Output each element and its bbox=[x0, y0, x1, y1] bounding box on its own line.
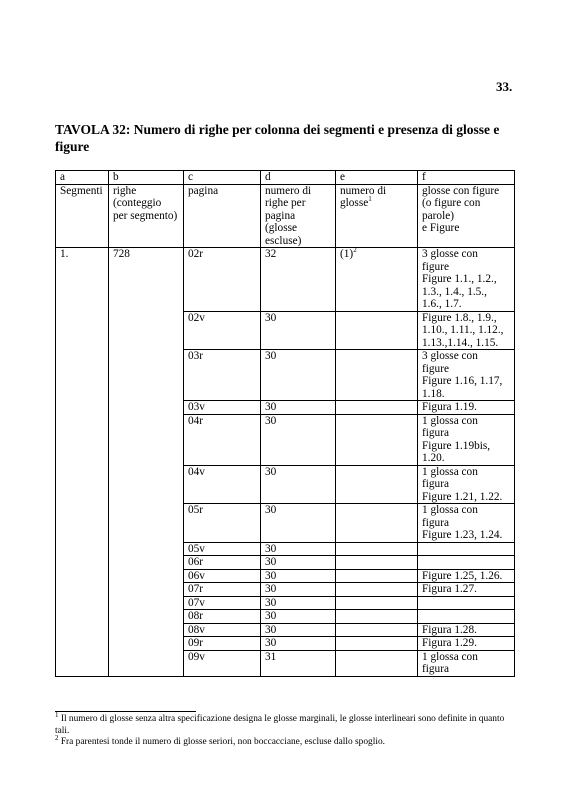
numero-righe-cell-text: 32 bbox=[265, 248, 277, 260]
column-letter bbox=[184, 171, 261, 185]
numero-righe-cell bbox=[261, 623, 336, 637]
figure-cell bbox=[418, 637, 515, 651]
footnote-mark: 1 bbox=[55, 710, 59, 719]
numero-righe-cell bbox=[261, 556, 336, 570]
figure-cell-text: Figura 1.27. bbox=[422, 583, 477, 595]
column-letter bbox=[56, 171, 109, 185]
figure-cell-text: 1 glossa con figura Figure 1.19bis, 1.20. bbox=[422, 414, 491, 464]
numero-righe-cell bbox=[261, 248, 336, 312]
figure-cell bbox=[418, 610, 515, 624]
column-letters-row bbox=[56, 171, 515, 185]
column-letter-text: f bbox=[422, 171, 426, 183]
righe-cell bbox=[109, 248, 184, 677]
pagina-cell bbox=[184, 542, 261, 556]
numero-righe-cell bbox=[261, 610, 336, 624]
figure-cell-text: Figure 1.8., 1.9., 1.10., 1.11., 1.12., 1.13.,1.14., 1.15. bbox=[422, 311, 504, 349]
numero-righe-cell bbox=[261, 596, 336, 610]
figure-cell bbox=[418, 650, 515, 676]
pagina-cell bbox=[184, 650, 261, 676]
footnote-separator bbox=[55, 711, 196, 712]
glosse-cell bbox=[336, 350, 418, 401]
pagina-cell bbox=[184, 623, 261, 637]
figure-cell bbox=[418, 569, 515, 583]
numero-righe-cell bbox=[261, 311, 336, 350]
glosse-cell bbox=[336, 610, 418, 624]
column-header-text: righe (conteggio per segmento) bbox=[113, 184, 178, 222]
numero-righe-cell-text: 30 bbox=[265, 637, 277, 649]
numero-righe-cell-text: 30 bbox=[265, 414, 277, 427]
column-header bbox=[184, 184, 261, 248]
pagina-cell-text: 08v bbox=[188, 623, 205, 636]
column-header bbox=[56, 184, 109, 248]
numero-righe-cell bbox=[261, 569, 336, 583]
numero-righe-cell bbox=[261, 465, 336, 504]
pagina-cell bbox=[184, 583, 261, 597]
footnote-text: Fra parentesi tonde il numero di glosse seriori, non boccacciane, escluse dallo spoglio. bbox=[58, 737, 385, 747]
pagina-cell-text: 04v bbox=[188, 465, 205, 478]
glosse-cell bbox=[336, 650, 418, 676]
pagina-cell-text: 09v bbox=[188, 650, 205, 663]
pagina-cell-text: 09r bbox=[188, 637, 204, 649]
glosse-cell bbox=[336, 504, 418, 543]
column-letter-text: b bbox=[113, 171, 119, 183]
glosse-cell bbox=[336, 248, 418, 312]
figure-cell bbox=[418, 248, 515, 312]
numero-righe-cell bbox=[261, 350, 336, 401]
column-letter-text: a bbox=[60, 171, 66, 183]
numero-righe-cell-text: 30 bbox=[265, 311, 277, 324]
pagina-cell bbox=[184, 401, 261, 415]
glosse-cell bbox=[336, 596, 418, 610]
numero-righe-cell-text: 30 bbox=[265, 350, 277, 362]
pagina-cell bbox=[184, 569, 261, 583]
header-row bbox=[56, 184, 515, 248]
numero-righe-cell-text: 30 bbox=[265, 542, 277, 555]
table-title: TAVOLA 32: Numero di righe per colonna dei segmenti e presenza di glosse e figure bbox=[55, 122, 500, 154]
figure-cell bbox=[418, 596, 515, 610]
data-table bbox=[55, 170, 515, 677]
glosse-cell bbox=[336, 569, 418, 583]
pagina-cell bbox=[184, 465, 261, 504]
pagina-cell-text: 06r bbox=[188, 556, 204, 568]
figure-cell-text: 3 glosse con figure Figure 1.1., 1.2., 1.3., 1.4., 1.5., 1.6., 1.7. bbox=[422, 248, 497, 310]
numero-righe-cell-text: 30 bbox=[265, 504, 277, 516]
figure-cell bbox=[418, 556, 515, 570]
glosse-cell bbox=[336, 637, 418, 651]
pagina-cell bbox=[184, 596, 261, 610]
figure-cell-text: Figura 1.29. bbox=[422, 637, 477, 649]
footnote-text: Il numero di glosse senza altra specificazione designa le glosse marginali, le glosse interlineari sono definite in quanto tali. bbox=[55, 714, 505, 736]
pagina-cell-text: 05r bbox=[188, 504, 204, 516]
column-header-text: numero di glosse bbox=[340, 184, 387, 209]
glosse-cell bbox=[336, 542, 418, 556]
figure-cell bbox=[418, 350, 515, 401]
page-number: 33. bbox=[496, 79, 513, 94]
glosse-cell bbox=[336, 465, 418, 504]
pagina-cell-text: 02v bbox=[188, 311, 205, 324]
column-header bbox=[109, 184, 184, 248]
footnote-ref: 1 bbox=[368, 195, 372, 204]
figure-cell bbox=[418, 583, 515, 597]
pagina-cell bbox=[184, 414, 261, 465]
column-letter-text: d bbox=[265, 171, 271, 183]
table-body bbox=[56, 171, 515, 677]
footnote-mark: 2 bbox=[55, 733, 59, 742]
glosse-cell bbox=[336, 556, 418, 570]
figure-cell-text: Figure 1.25, 1.26. bbox=[422, 569, 503, 582]
pagina-cell bbox=[184, 311, 261, 350]
figure-cell bbox=[418, 414, 515, 465]
figure-cell bbox=[418, 623, 515, 637]
numero-righe-cell bbox=[261, 414, 336, 465]
column-letter-text: e bbox=[340, 171, 346, 183]
glosse-cell bbox=[336, 311, 418, 350]
glosse-cell bbox=[336, 623, 418, 637]
figure-cell bbox=[418, 504, 515, 543]
numero-righe-cell-text: 30 bbox=[265, 465, 277, 478]
column-letter bbox=[336, 171, 418, 185]
pagina-cell-text: 05v bbox=[188, 542, 205, 555]
pagina-cell bbox=[184, 556, 261, 570]
figure-cell-text: 3 glosse con figure Figure 1.16, 1.17, 1.18. bbox=[422, 350, 503, 400]
pagina-cell-text: 08r bbox=[188, 610, 204, 622]
column-letter-text: c bbox=[188, 171, 194, 183]
numero-righe-cell-text: 30 bbox=[265, 610, 277, 622]
figure-cell-text: Figura 1.19. bbox=[422, 401, 477, 413]
figure-cell-text: Figura 1.28. bbox=[422, 623, 477, 636]
numero-righe-cell bbox=[261, 504, 336, 543]
footnote bbox=[55, 710, 515, 737]
righe-cell-text: 728 bbox=[113, 248, 130, 260]
pagina-cell-text: 03v bbox=[188, 401, 205, 413]
glosse-cell bbox=[336, 401, 418, 415]
segment-cell-text: 1. bbox=[60, 248, 69, 260]
numero-righe-cell-text: 30 bbox=[265, 623, 277, 636]
column-header-text: pagina bbox=[188, 184, 219, 197]
pagina-cell bbox=[184, 504, 261, 543]
column-letter bbox=[261, 171, 336, 185]
pagina-cell bbox=[184, 637, 261, 651]
pagina-cell-text: 02r bbox=[188, 248, 204, 260]
numero-righe-cell-text: 31 bbox=[265, 650, 277, 663]
segment-cell bbox=[56, 248, 109, 677]
column-header-text: numero di righe per pagina (glosse escluse) bbox=[265, 184, 312, 247]
numero-righe-cell-text: 30 bbox=[265, 569, 277, 582]
glosse-cell-text: (1) bbox=[340, 248, 354, 260]
figure-cell bbox=[418, 465, 515, 504]
column-header-text: Segmenti bbox=[60, 184, 103, 197]
footnotes bbox=[55, 710, 515, 749]
numero-righe-cell bbox=[261, 542, 336, 556]
column-header bbox=[261, 184, 336, 248]
pagina-cell bbox=[184, 610, 261, 624]
numero-righe-cell-text: 30 bbox=[265, 401, 277, 413]
numero-righe-cell-text: 30 bbox=[265, 583, 277, 595]
table-row bbox=[56, 248, 515, 312]
numero-righe-cell bbox=[261, 583, 336, 597]
figure-cell-text: 1 glossa con figura Figure 1.21, 1.22. bbox=[422, 465, 503, 503]
numero-righe-cell-text: 30 bbox=[265, 556, 277, 568]
pagina-cell-text: 04r bbox=[188, 414, 204, 427]
column-header bbox=[336, 184, 418, 248]
column-header-text: glosse con figure (o figure con parole) e Figure bbox=[422, 184, 500, 234]
pagina-cell-text: 06v bbox=[188, 569, 205, 582]
glosse-cell bbox=[336, 583, 418, 597]
numero-righe-cell-text: 30 bbox=[265, 596, 277, 609]
pagina-cell bbox=[184, 350, 261, 401]
pagina-cell-text: 07v bbox=[188, 596, 205, 609]
pagina-cell-text: 07r bbox=[188, 583, 204, 595]
numero-righe-cell bbox=[261, 650, 336, 676]
figure-cell-text: 1 glossa con figura bbox=[422, 650, 478, 675]
pagina-cell-text: 03r bbox=[188, 350, 204, 362]
pagina-cell bbox=[184, 248, 261, 312]
footnote bbox=[55, 733, 515, 749]
figure-cell bbox=[418, 311, 515, 350]
glosse-cell bbox=[336, 414, 418, 465]
footnote-ref: 2 bbox=[353, 246, 357, 255]
column-letter bbox=[418, 171, 515, 185]
numero-righe-cell bbox=[261, 401, 336, 415]
figure-cell bbox=[418, 542, 515, 556]
figure-cell-text: 1 glossa con figura Figure 1.23, 1.24. bbox=[422, 504, 503, 541]
numero-righe-cell bbox=[261, 637, 336, 651]
figure-cell bbox=[418, 401, 515, 415]
column-header bbox=[418, 184, 515, 248]
column-letter bbox=[109, 171, 184, 185]
